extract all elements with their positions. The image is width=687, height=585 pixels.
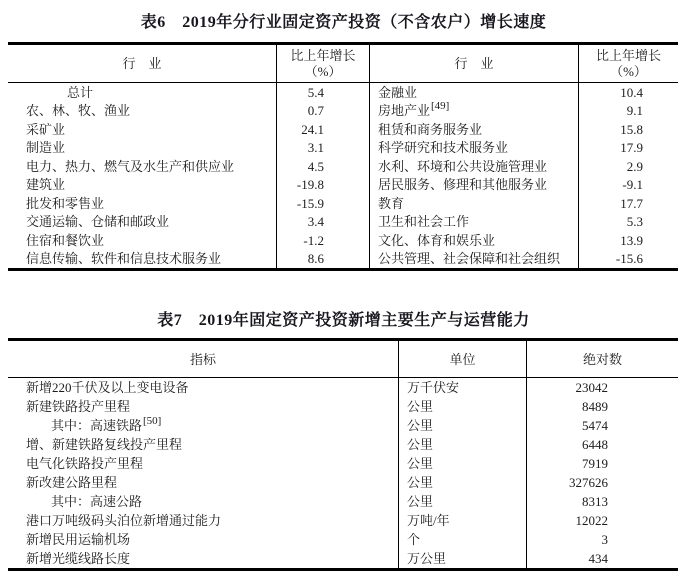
industry-name-right: 教育 [378, 195, 405, 211]
industry-name-left: 采矿业 [26, 121, 66, 137]
growth-value-right: 15.8 [578, 120, 678, 139]
industry-name-right: 租赁和商务服务业 [378, 121, 483, 137]
absolute-value: 434 [588, 551, 608, 566]
unit-value: 公里 [398, 454, 527, 473]
table6-header-industry-right: 行 业 [370, 45, 578, 83]
table7-body [8, 378, 678, 568]
growth-value-right: 2.9 [578, 157, 678, 176]
industry-name-left: 建筑业 [26, 177, 66, 193]
table6-header-growth-right-line1: 比上年增长 [595, 47, 661, 63]
growth-value-left: 3.4 [276, 213, 370, 232]
unit-value: 个 [398, 530, 527, 549]
table6-header-growth-left-line1: 比上年增长 [290, 47, 356, 63]
industry-name-right: 水利、环境和公共设施管理业 [378, 158, 548, 174]
industry-name-left: 电力、热力、燃气及水生产和供应业 [26, 158, 235, 174]
unit-value: 公里 [398, 492, 527, 511]
indicator-name: 新改建公路里程 [26, 475, 118, 490]
unit-value: 公里 [398, 435, 527, 454]
growth-value-right: 10.4 [578, 83, 678, 102]
industry-name-left: 制造业 [26, 140, 66, 156]
absolute-value: 12022 [575, 513, 608, 528]
table6-title: 表6 2019年分行业固定资产投资（不含农户）增长速度 [140, 14, 547, 31]
table6-body [8, 83, 678, 268]
growth-value-right: -9.1 [578, 176, 678, 195]
unit-value: 公里 [398, 416, 527, 435]
growth-value-right: -15.6 [578, 250, 678, 269]
growth-value-right: 17.7 [578, 194, 678, 213]
growth-value-left: -19.8 [276, 176, 370, 195]
absolute-value: 8489 [582, 399, 608, 414]
industry-name-right: 居民服务、修理和其他服务业 [378, 177, 548, 193]
unit-value: 万千伏安 [398, 378, 527, 397]
absolute-value: 5474 [582, 418, 608, 433]
unit-value: 万吨/年 [398, 511, 527, 530]
industry-name-right: 房地产业 [49] [378, 101, 450, 119]
growth-value-right: 17.9 [578, 139, 678, 158]
table6-header-row [8, 45, 678, 83]
absolute-value: 23042 [575, 380, 608, 395]
table6 [8, 42, 678, 271]
table6-header-growth-right-line2: （%） [610, 63, 647, 79]
absolute-value: 6448 [582, 437, 608, 452]
industry-name-right: 卫生和社会工作 [378, 214, 470, 230]
table7 [8, 338, 678, 571]
indicator-name: 港口万吨级码头泊位新增通过能力 [26, 513, 222, 528]
industry-name-left: 信息传输、软件和信息技术服务业 [26, 251, 222, 267]
table7-header-indicator: 指标 [8, 341, 398, 378]
growth-value-left: -15.9 [276, 194, 370, 213]
industry-name-left: 交通运输、仓储和邮政业 [26, 214, 170, 230]
indicator-name: 新建铁路投产里程 [26, 399, 131, 414]
table7-title: 表7 2019年固定资产投资新增主要生产与运营能力 [157, 312, 530, 329]
table6-header-growth-left-line2: （%） [304, 63, 342, 79]
growth-value-left: 0.7 [276, 102, 370, 121]
absolute-value: 327626 [569, 475, 608, 490]
growth-value-left: 4.5 [276, 157, 370, 176]
unit-value: 万公里 [398, 549, 527, 568]
indicator-name: 其中：高速公路 [51, 494, 143, 509]
absolute-value: 7919 [582, 456, 608, 471]
industry-name-left: 农、林、牧、渔业 [26, 103, 131, 119]
absolute-value: 8313 [582, 494, 608, 509]
growth-value-right: 5.3 [578, 213, 678, 232]
unit-value: 公里 [398, 397, 527, 416]
unit-value: 公里 [398, 473, 527, 492]
industry-name-right: 金融业 [378, 84, 418, 100]
indicator-name: 电气化铁路投产里程 [26, 456, 144, 471]
industry-name-right: 文化、体育和娱乐业 [378, 232, 496, 248]
table6-header-growth-right [578, 45, 678, 83]
growth-value-left: 24.1 [276, 120, 370, 139]
table7-header-absolute: 绝对数 [527, 341, 678, 378]
growth-value-left: 5.4 [276, 83, 370, 102]
growth-value-left: 3.1 [276, 139, 370, 158]
table6-header-industry-left: 行 业 [8, 45, 276, 83]
growth-value-right: 13.9 [578, 231, 678, 250]
absolute-value: 3 [601, 532, 608, 547]
industry-name-left: 总计 [67, 84, 94, 100]
industry-name-right: 科学研究和技术服务业 [378, 140, 509, 156]
industry-name-left: 住宿和餐饮业 [26, 232, 105, 248]
indicator-name: 新增民用运输机场 [26, 532, 131, 547]
indicator-name: 其中：高速铁路 [50] [51, 416, 162, 433]
table6-header-growth-left [276, 45, 370, 83]
growth-value-left: -1.2 [276, 231, 370, 250]
growth-value-right: 9.1 [578, 102, 678, 121]
indicator-name: 新增220千伏及以上变电设备 [26, 380, 189, 395]
table7-header-row [8, 341, 678, 378]
table7-header-unit: 单位 [398, 341, 527, 378]
industry-name-right: 公共管理、社会保障和社会组织 [378, 251, 561, 267]
indicator-name: 新增光缆线路长度 [26, 551, 131, 566]
indicator-name: 增、新建铁路复线投产里程 [26, 437, 183, 452]
industry-name-left: 批发和零售业 [26, 195, 105, 211]
growth-value-left: 8.6 [276, 250, 370, 269]
